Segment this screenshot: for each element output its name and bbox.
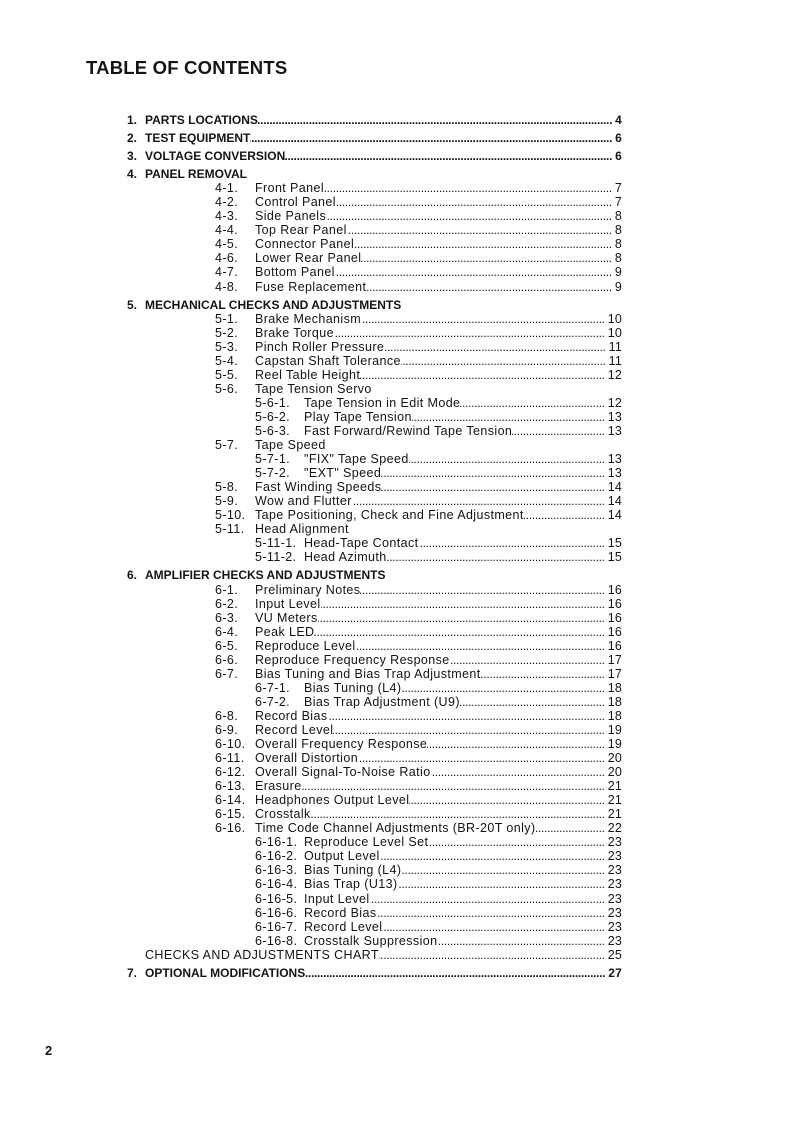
toc-entry-number: 6-7. [215, 666, 239, 681]
toc-entry-number: 4-3. [215, 209, 239, 224]
toc-entry-title: Bottom Panel [255, 265, 335, 280]
toc-entry-number: 5-8. [215, 480, 239, 495]
toc-entry-number: 5-11-2. [255, 550, 297, 565]
toc-entry-title: Record Level [304, 919, 383, 934]
toc-entry-number: 5-6-2. [255, 409, 291, 424]
toc-entry-number: 6-16-5. [255, 891, 298, 906]
toc-entry-page: 14 [607, 480, 622, 495]
toc-entry-title: Bias Trap Adjustment (U9) [304, 694, 460, 709]
toc-entry-title: Erasure [255, 779, 302, 794]
toc-entry-page: 18 [607, 694, 622, 709]
toc-entry-number: 5-7-1. [255, 452, 291, 467]
toc-entry-page: 13 [607, 423, 622, 438]
toc-entry-number: 6-3. [215, 610, 239, 625]
toc-entry [127, 340, 622, 354]
toc-entry-page: 19 [607, 737, 622, 752]
toc-entry-number: 6-16-4. [255, 877, 298, 892]
toc-entry [127, 382, 622, 396]
toc-entry-number: 5-10. [215, 508, 246, 523]
toc-entry-page: 21 [607, 793, 622, 808]
toc-entry [127, 667, 622, 681]
toc-entry-title: Time Code Channel Adjustments (BR-20T only) [255, 821, 536, 836]
toc-entry [127, 508, 622, 522]
toc-entry-title: TEST EQUIPMENT [145, 131, 251, 146]
toc-entry [127, 326, 622, 340]
toc-entry [127, 737, 622, 751]
toc-entry-title: VOLTAGE CONVERSION [145, 149, 286, 164]
toc-entry-page: 16 [607, 596, 622, 611]
toc-entry-title: Tape Tension Servo [255, 381, 372, 396]
toc-entry [127, 312, 622, 326]
toc-entry-number: 6-7-1. [255, 680, 291, 695]
toc-entry-number: 6-16-8. [255, 933, 298, 948]
toc-entry-title: Overall Signal-To-Noise Ratio [255, 765, 431, 780]
toc-entry-title: PANEL REMOVAL [145, 167, 248, 182]
toc-entry-number: 6-12. [215, 765, 246, 780]
toc-entry-number: 5-3. [215, 339, 239, 354]
toc-entry-title: Reproduce Level Set [304, 835, 429, 850]
toc-entry [127, 280, 622, 294]
toc-entry-page: 13 [607, 452, 622, 467]
toc-entry-page: 22 [607, 821, 622, 836]
toc-entry-number: 5-2. [215, 325, 239, 340]
toc-entry [127, 653, 622, 667]
dot-leader [361, 312, 608, 326]
toc-entry-number: 6-13. [215, 779, 246, 794]
toc-entry-title: Front Panel [255, 181, 325, 196]
toc-entry-page: 11 [608, 353, 622, 368]
toc-entry-title: Side Panels [255, 209, 327, 224]
toc-entry-number: 4-1. [215, 181, 239, 196]
dot-leader [409, 452, 608, 466]
toc-entry [127, 195, 622, 209]
toc-entry-number: 6-1. [215, 582, 239, 597]
dot-leader [360, 583, 607, 597]
toc-entry [127, 765, 622, 779]
toc-entry [127, 625, 622, 639]
toc-entry-title: Control Panel [255, 195, 336, 210]
toc-entry-title: Overall Frequency Response [255, 737, 428, 752]
dot-leader [250, 131, 615, 145]
toc-entry-title: Bias Tuning (L4) [304, 680, 402, 695]
dot-leader [358, 751, 608, 765]
toc-entry-page: 18 [607, 708, 622, 723]
toc-entry [127, 863, 622, 877]
dot-leader [512, 424, 607, 438]
toc-entry-title: Capstan Shaft Tolerance [255, 353, 401, 368]
toc-entry [127, 709, 622, 723]
toc-entry-number: 6-15. [215, 807, 246, 822]
toc-entry-number: 6-7-2. [255, 694, 291, 709]
toc-entry-title: Pinch Roller Pressure [255, 339, 385, 354]
toc-entry-number: 6-2. [215, 596, 239, 611]
toc-entry-title: PARTS LOCATIONS [145, 113, 258, 127]
toc-entry [127, 920, 622, 934]
toc-entry-page: 12 [607, 367, 622, 382]
toc-entry-page: 23 [607, 933, 622, 948]
toc-entry-title: Fast Winding Speeds [255, 480, 382, 495]
toc-entry-number: 6. [127, 568, 138, 583]
toc-entry-title: OPTIONAL MODIFICATIONS [145, 965, 306, 980]
toc-entry-number: 4-5. [215, 237, 239, 252]
toc-entry-page: 9 [614, 265, 622, 280]
toc-entry-page: 20 [607, 765, 622, 780]
toc-entry [127, 583, 622, 597]
toc-entry-number: 5-11. [215, 522, 245, 537]
toc-entry-title: Bias Tuning (L4) [304, 863, 402, 878]
toc-entry [127, 536, 622, 550]
toc-entry-number: 5. [127, 297, 138, 312]
toc-entry-title: Brake Torque [255, 325, 334, 340]
toc-entry-title: CHECKS AND ADJUSTMENTS CHART [145, 947, 379, 962]
toc-entry-title: Bias Trap (U13) [304, 877, 398, 892]
toc-entry-title: Input Level [255, 596, 321, 611]
dot-leader [427, 737, 607, 751]
toc-entry [127, 793, 622, 807]
toc-entry [127, 113, 622, 127]
toc-entry [127, 892, 622, 906]
dot-leader [370, 892, 608, 906]
dot-leader [437, 934, 607, 948]
toc-entry-page: 13 [607, 466, 622, 481]
toc-entry [127, 550, 622, 564]
toc-entry [127, 522, 622, 536]
toc-entry [127, 251, 622, 265]
toc-entry [127, 368, 622, 382]
toc-entry [127, 466, 622, 480]
toc-entry-page: 7 [614, 181, 622, 196]
toc-entry-number: 6-6. [215, 652, 239, 667]
dot-leader [285, 149, 615, 163]
toc-entry [127, 298, 622, 312]
toc-entry-page: 8 [614, 209, 622, 224]
toc-entry-number: 7. [127, 965, 138, 980]
toc-entry-number: 6-11. [215, 751, 245, 766]
dot-leader [379, 948, 608, 962]
dot-leader [412, 410, 608, 424]
toc-entry-page: 23 [607, 863, 622, 878]
dot-leader [428, 835, 607, 849]
dot-leader [431, 765, 608, 779]
dot-leader [333, 723, 607, 737]
dot-leader [419, 536, 608, 550]
toc-entry-title: Tape Speed [255, 438, 326, 453]
toc-entry-page: 23 [607, 905, 622, 920]
toc-entry-number: 6-4. [215, 624, 239, 639]
toc-entry-number: 5-6. [215, 381, 239, 396]
toc-entry-title: Crosstalk [255, 807, 311, 822]
toc-entry-page: 10 [607, 325, 622, 340]
toc-entry-page: 21 [607, 807, 622, 822]
dot-leader [460, 695, 608, 709]
dot-leader [356, 639, 608, 653]
dot-leader [381, 480, 607, 494]
toc-entry-number: 5-9. [215, 494, 239, 509]
dot-leader [401, 681, 607, 695]
toc-entry [127, 966, 622, 980]
dot-leader [335, 265, 615, 279]
dot-leader [387, 550, 608, 564]
toc-entry [127, 167, 622, 181]
toc-entry-number: 4-4. [215, 223, 239, 238]
page-title: TABLE OF CONTENTS [86, 57, 288, 78]
toc-entry-title: Connector Panel [255, 237, 355, 252]
toc-entry-number: 1. [127, 113, 138, 127]
toc-entry-page: 17 [607, 666, 622, 681]
dot-leader [536, 821, 608, 835]
toc-entry-title: Head Azimuth [304, 550, 387, 565]
toc-entry-title: Brake Mechanism [255, 311, 362, 326]
toc-entry-title: Fuse Replacement [255, 279, 367, 294]
toc-entry-page: 23 [607, 877, 622, 892]
toc-entry-page: 4 [615, 113, 622, 127]
toc-entry-number: 5-1. [215, 311, 239, 326]
dot-leader [382, 920, 607, 934]
toc-entry-page: 8 [614, 223, 622, 238]
toc-entry [127, 934, 622, 948]
dot-leader [524, 508, 608, 522]
toc-entry-title: Fast Forward/Rewind Tape Tension [304, 423, 513, 438]
dot-leader [352, 494, 608, 508]
toc-entry-title: Tape Positioning, Check and Fine Adjustment [255, 508, 524, 523]
dot-leader [384, 340, 608, 354]
toc-entry-page: 14 [607, 494, 622, 509]
toc-entry-page: 6 [615, 149, 622, 164]
toc-entry-number: 4-8. [215, 279, 239, 294]
toc-entry-number: 6-10. [215, 737, 246, 752]
dot-leader [381, 466, 607, 480]
toc-entry [127, 410, 622, 424]
toc-entry-title: Output Level [304, 849, 380, 864]
toc-entry-page: 21 [607, 779, 622, 794]
dot-leader [380, 849, 608, 863]
toc-entry [127, 906, 622, 920]
dot-leader [302, 779, 608, 793]
toc-entry-title: Peak LED [255, 624, 315, 639]
table-of-contents [127, 113, 622, 980]
dot-leader [336, 195, 615, 209]
toc-entry-number: 2. [127, 131, 138, 146]
dot-leader [314, 625, 607, 639]
toc-entry-title: "FIX" Tape Speed [304, 452, 409, 467]
toc-entry-number: 4-7. [215, 265, 239, 280]
dot-leader [347, 223, 615, 237]
toc-entry [127, 639, 622, 653]
toc-entry-title: Tape Tension in Edit Mode [304, 395, 461, 410]
toc-entry-title: Bias Tuning and Bias Trap Adjustment [255, 666, 481, 681]
dot-leader [328, 709, 608, 723]
toc-entry-number: 5-6-1. [255, 395, 291, 410]
toc-entry-page: 16 [607, 638, 622, 653]
toc-entry-title: Preliminary Notes [255, 582, 361, 597]
toc-entry-page: 16 [607, 582, 622, 597]
toc-entry-title: Headphones Output Level [255, 793, 410, 808]
toc-entry-number: 6-8. [215, 708, 239, 723]
toc-entry-title: Head Alignment [255, 522, 349, 537]
toc-entry [127, 877, 622, 891]
toc-entry [127, 396, 622, 410]
dot-leader [354, 237, 615, 251]
toc-entry-number: 5-4. [215, 353, 239, 368]
toc-entry [127, 807, 622, 821]
toc-entry [127, 821, 622, 835]
dot-leader [311, 807, 608, 821]
toc-entry-page: 13 [607, 409, 622, 424]
toc-entry [127, 131, 622, 145]
toc-entry [127, 438, 622, 452]
toc-entry-number: 6-14. [215, 793, 246, 808]
toc-entry-page: 10 [607, 311, 622, 326]
toc-entry-title: Wow and Flutter [255, 494, 352, 509]
toc-entry-number: 6-16-3. [255, 863, 298, 878]
toc-entry-number: 4-6. [215, 251, 239, 266]
toc-entry-page: 18 [607, 680, 622, 695]
dot-leader [377, 906, 608, 920]
toc-entry-page: 27 [608, 965, 622, 980]
toc-entry [127, 835, 622, 849]
dot-leader [401, 354, 609, 368]
toc-entry-number: 5-7. [215, 438, 239, 453]
toc-entry [127, 149, 622, 163]
toc-entry-page: 23 [607, 849, 622, 864]
toc-entry-number: 6-16-6. [255, 905, 298, 920]
toc-entry-number: 4-2. [215, 195, 239, 210]
toc-entry [127, 779, 622, 793]
toc-entry-title: Record Bias [304, 905, 377, 920]
toc-entry-page: 14 [607, 508, 622, 523]
toc-entry-number: 6-16-2. [255, 849, 298, 864]
toc-entry [127, 452, 622, 466]
toc-entry-page: 11 [608, 339, 622, 354]
toc-entry [127, 751, 622, 765]
toc-entry [127, 223, 622, 237]
toc-entry-title: Reproduce Level [255, 638, 356, 653]
dot-leader [361, 251, 614, 265]
dot-leader [360, 368, 607, 382]
dot-leader [460, 396, 607, 410]
toc-entry-number: 4. [127, 167, 138, 182]
dot-leader [321, 597, 608, 611]
toc-entry [127, 849, 622, 863]
toc-entry [127, 597, 622, 611]
toc-entry [127, 494, 622, 508]
toc-entry-title: Record Level [255, 722, 334, 737]
toc-entry [127, 480, 622, 494]
toc-entry-title: Crosstalk Suppression [304, 933, 438, 948]
dot-leader [326, 209, 615, 223]
toc-entry-title: Input Level [304, 891, 370, 906]
toc-entry-page: 25 [607, 947, 622, 962]
toc-entry-page: 20 [607, 751, 622, 766]
dot-leader [324, 181, 615, 195]
toc-entry-number: 5-11-1. [255, 536, 297, 551]
toc-entry-number: 6-5. [215, 638, 239, 653]
dot-leader [258, 113, 615, 127]
toc-entry-number: 5-7-2. [255, 466, 291, 481]
toc-entry [127, 209, 622, 223]
toc-entry-number: 6-9. [215, 722, 239, 737]
toc-entry-page: 7 [614, 195, 622, 210]
toc-entry-page: 6 [615, 131, 622, 146]
toc-entry [127, 948, 622, 962]
toc-entry-page: 16 [607, 624, 622, 639]
dot-leader [481, 667, 608, 681]
toc-entry [127, 611, 622, 625]
toc-entry-page: 8 [614, 251, 622, 266]
dot-leader [401, 863, 607, 877]
dot-leader [366, 280, 615, 294]
toc-entry-title: Lower Rear Panel [255, 251, 362, 266]
toc-entry-title: AMPLIFIER CHECKS AND ADJUSTMENTS [145, 568, 386, 583]
toc-entry-title: MECHANICAL CHECKS AND ADJUSTMENTS [145, 297, 402, 312]
dot-leader [334, 326, 608, 340]
toc-entry [127, 695, 622, 709]
toc-entry-page: 17 [607, 652, 622, 667]
toc-entry-page: 15 [607, 536, 622, 551]
toc-entry [127, 354, 622, 368]
toc-entry-page: 15 [607, 550, 622, 565]
toc-entry [127, 568, 622, 582]
dot-leader [409, 793, 607, 807]
toc-entry-title: Head-Tape Contact [304, 536, 419, 551]
dot-leader [450, 653, 608, 667]
toc-entry-number: 6-16-7. [255, 919, 298, 934]
toc-entry-page: 9 [614, 279, 622, 294]
toc-entry-title: Record Bias [255, 708, 328, 723]
dot-leader [318, 611, 608, 625]
toc-entry [127, 181, 622, 195]
toc-entry-number: 5-5. [215, 367, 239, 382]
toc-entry [127, 723, 622, 737]
dot-leader [398, 877, 608, 891]
toc-entry-number: 6-16. [215, 821, 246, 836]
toc-entry [127, 424, 622, 438]
toc-entry-title: Overall Distortion [255, 751, 359, 766]
toc-entry [127, 237, 622, 251]
toc-entry-page: 23 [607, 835, 622, 850]
page-number: 2 [45, 1043, 53, 1058]
toc-entry-title: "EXT" Speed [304, 466, 382, 481]
toc-entry [127, 681, 622, 695]
dot-leader [305, 966, 608, 980]
toc-entry-number: 5-6-3. [255, 423, 291, 438]
toc-entry-title: Reproduce Frequency Response [255, 652, 450, 667]
toc-entry-page: 23 [607, 891, 622, 906]
toc-entry-page: 16 [607, 610, 622, 625]
toc-entry-title: Play Tape Tension [304, 409, 412, 424]
toc-entry-page: 8 [614, 237, 622, 252]
toc-entry-title: VU Meters [255, 610, 318, 625]
toc-entry-title: Top Rear Panel [255, 223, 347, 238]
toc-entry-page: 19 [607, 722, 622, 737]
toc-entry-page: 12 [607, 395, 622, 410]
toc-entry-page: 23 [607, 919, 622, 934]
toc-entry [127, 265, 622, 279]
toc-entry-number: 6-16-1. [255, 835, 298, 850]
toc-entry-title: Reel Table Height [255, 367, 361, 382]
toc-entry-number: 3. [127, 149, 138, 164]
